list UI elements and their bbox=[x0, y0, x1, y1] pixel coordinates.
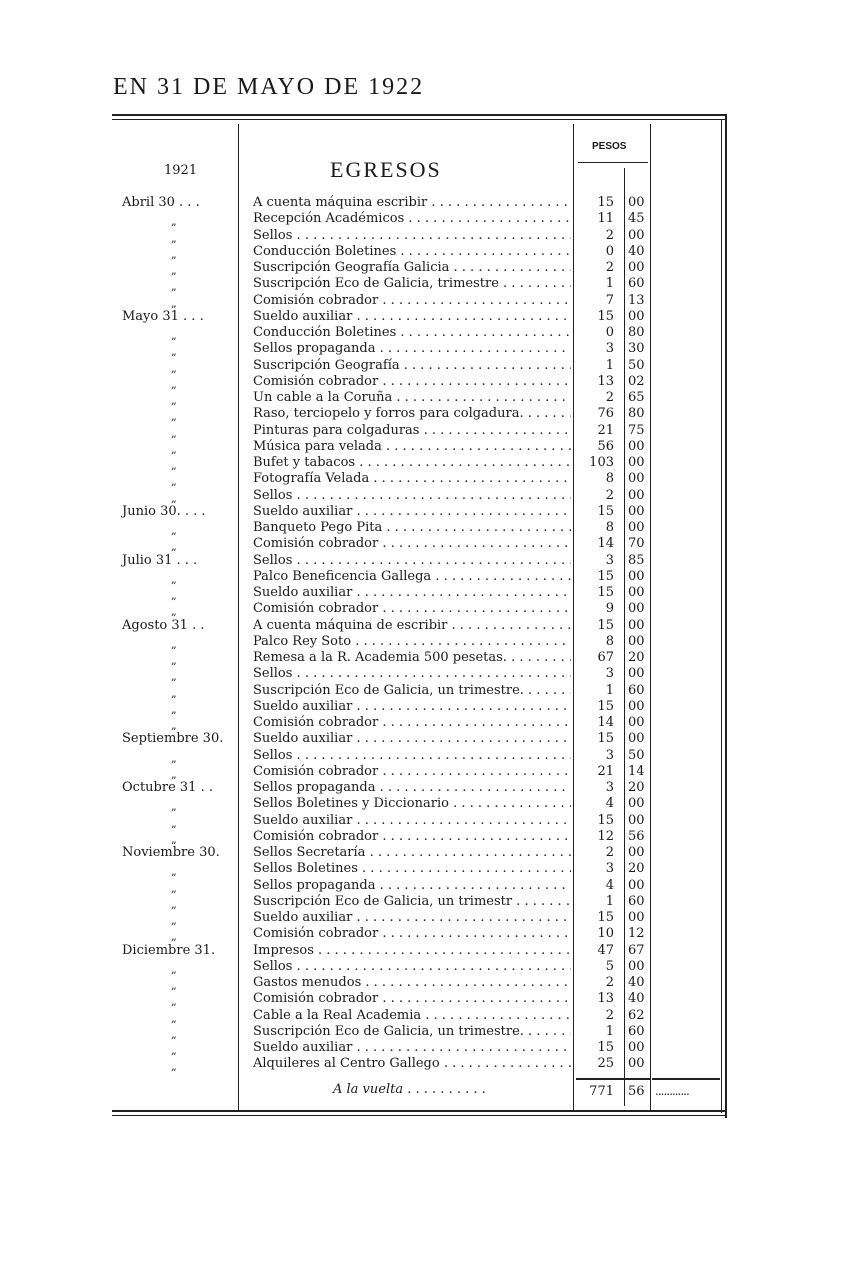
row-cents: 00 bbox=[628, 487, 645, 503]
row-concept: Bufet y tabacos . . . bbox=[253, 455, 571, 471]
table-row bbox=[0, 829, 850, 845]
row-cents: 75 bbox=[628, 422, 645, 438]
row-cents: 50 bbox=[628, 747, 645, 763]
row-pesos: 15 bbox=[597, 585, 614, 600]
table-row bbox=[0, 471, 850, 487]
row-pesos: 25 bbox=[597, 1056, 614, 1072]
row-date: „ bbox=[171, 962, 177, 976]
page-header: EN 31 DE MAYO DE 1922 bbox=[113, 74, 425, 100]
table-row bbox=[0, 244, 850, 260]
row-concept: Sellos . . . bbox=[253, 748, 571, 764]
table-row bbox=[0, 309, 850, 325]
row-date: Agosto 31 . . bbox=[122, 617, 205, 633]
row-date: „ bbox=[171, 524, 177, 537]
row-pesos: 103 bbox=[589, 455, 614, 470]
row-cents: 00 bbox=[628, 796, 645, 812]
row-date: „ bbox=[171, 914, 177, 927]
row-cents: 30 bbox=[628, 341, 645, 357]
row-cents: 00 bbox=[628, 1040, 645, 1055]
row-pesos: 2 bbox=[605, 487, 614, 503]
row-pesos: 10 bbox=[597, 926, 614, 942]
row-concept: Sellos Secretaría . . . bbox=[253, 845, 571, 861]
row-date: „ bbox=[171, 247, 177, 261]
row-date: „ bbox=[171, 572, 177, 586]
row-cents: 62 bbox=[628, 1007, 645, 1023]
row-concept: Suscripción Eco de Galicia, un trimestre. . . . bbox=[253, 1024, 571, 1040]
row-cents: 70 bbox=[628, 536, 645, 552]
table-row bbox=[0, 211, 850, 227]
total-dots: ............ bbox=[655, 1084, 689, 1098]
row-pesos: 7 bbox=[605, 292, 614, 308]
row-date: „ bbox=[171, 540, 177, 554]
row-date: „ bbox=[171, 426, 177, 440]
total-label: A la vuelta . . . bbox=[333, 1082, 486, 1097]
row-pesos: 1 bbox=[605, 1023, 614, 1039]
row-pesos: 15 bbox=[597, 568, 614, 584]
table-row bbox=[0, 553, 850, 569]
row-cents: 00 bbox=[628, 260, 645, 275]
table-row bbox=[0, 666, 850, 682]
row-concept: Sellos propaganda . . . bbox=[253, 341, 571, 357]
row-concept: Remesa a la R. Academia 500 pesetas. . . . bbox=[253, 650, 571, 666]
row-date: „ bbox=[171, 751, 177, 765]
row-cents: 02 bbox=[628, 373, 645, 389]
table-row bbox=[0, 585, 850, 601]
row-date: „ bbox=[171, 280, 177, 294]
table-row bbox=[0, 439, 850, 455]
table-row bbox=[0, 1024, 850, 1040]
row-cents: 00 bbox=[628, 910, 645, 925]
row-concept: Sueldo auxiliar . . . bbox=[253, 731, 571, 747]
row-date: „ bbox=[171, 296, 177, 310]
row-cents: 00 bbox=[628, 471, 645, 487]
table-row bbox=[0, 910, 850, 926]
row-cents: 50 bbox=[628, 357, 645, 373]
table-row bbox=[0, 423, 850, 439]
row-pesos: 76 bbox=[597, 406, 614, 422]
row-cents: 00 bbox=[628, 568, 645, 584]
row-cents: 00 bbox=[628, 601, 645, 617]
row-date: „ bbox=[171, 345, 177, 359]
row-concept: Suscripción Eco de Galicia, un trimestre. . . . bbox=[253, 683, 571, 699]
row-cents: 14 bbox=[628, 763, 645, 779]
table-row bbox=[0, 488, 850, 504]
row-pesos: 0 bbox=[605, 325, 614, 340]
row-concept: Suscripción Geografía Galicia . . . bbox=[253, 260, 571, 276]
row-concept: Recepción Académicos . . . bbox=[253, 211, 571, 227]
table-row bbox=[0, 455, 850, 471]
row-cents: 00 bbox=[628, 195, 645, 210]
row-date: „ bbox=[171, 491, 177, 505]
row-concept: Sueldo auxiliar . . . bbox=[253, 699, 571, 715]
table-row bbox=[0, 861, 850, 877]
table-row bbox=[0, 634, 850, 650]
row-date: „ bbox=[171, 930, 177, 944]
row-date: Septiembre 30. bbox=[122, 731, 224, 747]
row-date: „ bbox=[171, 702, 177, 716]
row-concept: Comisión cobrador . . . bbox=[253, 601, 571, 617]
row-pesos: 2 bbox=[605, 975, 614, 990]
pesos-header: PESOS bbox=[592, 141, 627, 152]
row-pesos: 15 bbox=[597, 731, 614, 747]
row-cents: 20 bbox=[628, 650, 645, 665]
table-row bbox=[0, 406, 850, 422]
row-pesos: 15 bbox=[597, 503, 614, 519]
row-concept: Alquileres al Centro Gallego . . . bbox=[253, 1056, 571, 1072]
row-date: „ bbox=[171, 637, 177, 651]
row-concept: A cuenta máquina de escribir . . . bbox=[253, 618, 571, 634]
table-row bbox=[0, 991, 850, 1007]
row-concept: Fotografía Velada . . . bbox=[253, 471, 571, 487]
row-concept: Comisión cobrador . . . bbox=[253, 764, 571, 780]
row-pesos: 56 bbox=[597, 438, 614, 454]
row-cents: 60 bbox=[628, 1023, 645, 1039]
table-row bbox=[0, 569, 850, 585]
row-pesos: 8 bbox=[605, 471, 614, 487]
row-pesos: 15 bbox=[597, 698, 614, 714]
row-concept: Conducción Boletines . . . bbox=[253, 244, 571, 260]
total-rule-right bbox=[652, 1078, 720, 1080]
total-cents: 56 bbox=[628, 1084, 645, 1099]
row-date: „ bbox=[171, 459, 177, 472]
row-concept: Sellos . . . bbox=[253, 666, 571, 682]
row-date: „ bbox=[171, 979, 177, 992]
row-concept: Sueldo auxiliar . . . bbox=[253, 813, 571, 829]
table-row bbox=[0, 943, 850, 959]
row-cents: 67 bbox=[628, 942, 645, 958]
row-pesos: 15 bbox=[597, 812, 614, 828]
table-row bbox=[0, 358, 850, 374]
row-cents: 60 bbox=[628, 276, 645, 292]
row-pesos: 67 bbox=[597, 650, 614, 665]
total-pesos: 771 bbox=[589, 1084, 614, 1099]
row-concept: Conducción Boletines . . . bbox=[253, 325, 571, 341]
row-cents: 56 bbox=[628, 828, 645, 844]
row-pesos: 1 bbox=[605, 276, 614, 292]
row-date: Julio 31 . . . bbox=[122, 552, 198, 568]
bottom-rule bbox=[112, 1110, 726, 1112]
row-concept: Sueldo auxiliar . . . bbox=[253, 504, 571, 520]
row-pesos: 8 bbox=[605, 520, 614, 535]
row-cents: 00 bbox=[628, 731, 645, 747]
row-cents: 40 bbox=[628, 243, 645, 259]
total-row bbox=[0, 1082, 850, 1100]
row-cents: 00 bbox=[628, 715, 645, 730]
row-cents: 00 bbox=[628, 698, 645, 714]
row-cents: 00 bbox=[628, 877, 645, 893]
row-pesos: 12 bbox=[597, 828, 614, 844]
table-row bbox=[0, 894, 850, 910]
row-concept: Palco Beneficencia Gallega . . . bbox=[253, 569, 571, 585]
row-cents: 00 bbox=[628, 812, 645, 828]
row-concept: Sellos Boletines y Diccionario . . . bbox=[253, 796, 571, 812]
row-pesos: 0 bbox=[605, 243, 614, 259]
row-date: „ bbox=[171, 589, 177, 602]
table-row bbox=[0, 683, 850, 699]
row-cents: 20 bbox=[628, 861, 645, 877]
row-cents: 00 bbox=[628, 503, 645, 519]
row-cents: 00 bbox=[628, 958, 645, 974]
ledger-rows bbox=[0, 195, 850, 1073]
row-concept: Raso, terciopelo y forros para colgadura. . . . bbox=[253, 406, 571, 422]
row-pesos: 2 bbox=[605, 390, 614, 405]
row-cents: 40 bbox=[628, 975, 645, 990]
row-pesos: 9 bbox=[605, 601, 614, 617]
row-pesos: 2 bbox=[605, 1007, 614, 1023]
row-cents: 00 bbox=[628, 455, 645, 470]
row-cents: 60 bbox=[628, 893, 645, 909]
row-date: „ bbox=[171, 377, 177, 391]
table-row bbox=[0, 520, 850, 536]
row-concept: Suscripción Eco de Galicia, trimestre . . . bbox=[253, 276, 571, 292]
row-concept: Palco Rey Soto . . . bbox=[253, 634, 571, 650]
row-cents: 13 bbox=[628, 292, 645, 308]
bottom-rule-thin bbox=[112, 1115, 726, 1116]
year-label: 1921 bbox=[164, 163, 198, 178]
top-rule bbox=[112, 114, 726, 116]
row-date: Abril 30 . . . bbox=[122, 195, 200, 210]
row-cents: 00 bbox=[628, 438, 645, 454]
top-rule-thin bbox=[112, 119, 726, 120]
row-pesos: 11 bbox=[597, 211, 614, 227]
row-pesos: 3 bbox=[605, 780, 614, 795]
table-row bbox=[0, 325, 850, 341]
table-row bbox=[0, 374, 850, 390]
table-row bbox=[0, 780, 850, 796]
row-date: Octubre 31 . . bbox=[122, 780, 213, 795]
row-pesos: 47 bbox=[597, 942, 614, 958]
row-pesos: 2 bbox=[605, 260, 614, 275]
row-date: „ bbox=[171, 1027, 177, 1041]
table-row bbox=[0, 715, 850, 731]
row-concept: Sellos propaganda . . . bbox=[253, 878, 571, 894]
row-pesos: 13 bbox=[597, 991, 614, 1007]
table-title: EGRESOS bbox=[330, 157, 442, 182]
row-date: „ bbox=[171, 686, 177, 700]
row-pesos: 1 bbox=[605, 357, 614, 373]
row-pesos: 3 bbox=[605, 666, 614, 682]
total-rule bbox=[576, 1078, 650, 1080]
row-date: „ bbox=[171, 767, 177, 781]
row-date: „ bbox=[171, 215, 177, 229]
row-date: „ bbox=[171, 394, 177, 407]
row-date: Diciembre 31. bbox=[122, 942, 216, 958]
row-date: „ bbox=[171, 1044, 177, 1057]
row-date: „ bbox=[171, 865, 177, 879]
row-pesos: 15 bbox=[597, 1040, 614, 1055]
row-concept: Comisión cobrador . . . bbox=[253, 829, 571, 845]
row-cents: 20 bbox=[628, 780, 645, 795]
row-pesos: 3 bbox=[605, 861, 614, 877]
table-row bbox=[0, 276, 850, 292]
table-row bbox=[0, 504, 850, 520]
row-date: „ bbox=[171, 832, 177, 846]
row-pesos: 1 bbox=[605, 893, 614, 909]
table-row bbox=[0, 959, 850, 975]
table-row bbox=[0, 293, 850, 309]
row-concept: Sellos propaganda . . . bbox=[253, 780, 571, 796]
row-cents: 00 bbox=[628, 308, 645, 324]
row-concept: Sellos . . . bbox=[253, 959, 571, 975]
table-row bbox=[0, 228, 850, 244]
table-row bbox=[0, 731, 850, 747]
row-concept: A cuenta máquina escribir . . . bbox=[253, 195, 571, 211]
row-date: Junio 30. . . . bbox=[122, 503, 206, 519]
row-date: „ bbox=[171, 361, 177, 375]
table-row bbox=[0, 1040, 850, 1056]
row-cents: 00 bbox=[628, 520, 645, 535]
table-row bbox=[0, 650, 850, 666]
row-date: „ bbox=[171, 654, 177, 667]
row-concept: Banqueto Pego Pita . . . bbox=[253, 520, 571, 536]
table-row bbox=[0, 748, 850, 764]
row-date: „ bbox=[171, 605, 177, 619]
row-date: „ bbox=[171, 410, 177, 424]
row-concept: Gastos menudos . . . bbox=[253, 975, 571, 991]
row-concept: Cable a la Real Academia . . . bbox=[253, 1008, 571, 1024]
row-pesos: 1 bbox=[605, 682, 614, 698]
row-pesos: 4 bbox=[605, 796, 614, 812]
row-cents: 00 bbox=[628, 227, 645, 243]
row-concept: Un cable a la Coruña . . . bbox=[253, 390, 571, 406]
row-concept: Comisión cobrador . . . bbox=[253, 293, 571, 309]
row-concept: Sellos Boletines . . . bbox=[253, 861, 571, 877]
row-cents: 12 bbox=[628, 926, 645, 942]
row-date: „ bbox=[171, 816, 177, 830]
table-row bbox=[0, 260, 850, 276]
row-concept: Sellos . . . bbox=[253, 553, 571, 569]
row-cents: 00 bbox=[628, 845, 645, 860]
table-row bbox=[0, 878, 850, 894]
row-concept: Suscripción Geografía . . . bbox=[253, 358, 571, 374]
row-pesos: 3 bbox=[605, 341, 614, 357]
table-row bbox=[0, 764, 850, 780]
row-pesos: 15 bbox=[597, 910, 614, 925]
table-row bbox=[0, 601, 850, 617]
row-pesos: 15 bbox=[597, 617, 614, 633]
row-pesos: 15 bbox=[597, 195, 614, 210]
row-concept: Pinturas para colgaduras . . . bbox=[253, 423, 571, 439]
table-row bbox=[0, 1056, 850, 1072]
row-date: „ bbox=[171, 897, 177, 911]
row-pesos: 21 bbox=[597, 422, 614, 438]
row-pesos: 3 bbox=[605, 552, 614, 568]
row-concept: Comisión cobrador . . . bbox=[253, 991, 571, 1007]
row-cents: 65 bbox=[628, 390, 645, 405]
row-concept: Comisión cobrador . . . bbox=[253, 715, 571, 731]
row-cents: 85 bbox=[628, 552, 645, 568]
row-cents: 40 bbox=[628, 991, 645, 1007]
row-pesos: 14 bbox=[597, 715, 614, 730]
row-cents: 80 bbox=[628, 406, 645, 422]
row-pesos: 2 bbox=[605, 845, 614, 860]
row-date: Noviembre 30. bbox=[122, 845, 220, 860]
row-cents: 00 bbox=[628, 666, 645, 682]
row-concept: Comisión cobrador . . . bbox=[253, 374, 571, 390]
row-cents: 60 bbox=[628, 682, 645, 698]
row-pesos: 5 bbox=[605, 958, 614, 974]
table-row bbox=[0, 699, 850, 715]
row-date: „ bbox=[171, 442, 177, 456]
row-concept: Sueldo auxiliar . . . bbox=[253, 910, 571, 926]
row-concept: Comisión cobrador . . . bbox=[253, 536, 571, 552]
table-row bbox=[0, 390, 850, 406]
row-concept: Sueldo auxiliar . . . bbox=[253, 1040, 571, 1056]
table-row bbox=[0, 796, 850, 812]
row-pesos: 14 bbox=[597, 536, 614, 552]
row-concept: Sellos . . . bbox=[253, 228, 571, 244]
row-date: „ bbox=[171, 264, 177, 277]
row-concept: Sellos . . . bbox=[253, 488, 571, 504]
table-row bbox=[0, 195, 850, 211]
row-date: „ bbox=[171, 231, 177, 245]
row-concept: Sueldo auxiliar . . . bbox=[253, 309, 571, 325]
row-concept: Música para velada . . . bbox=[253, 439, 571, 455]
row-cents: 00 bbox=[628, 617, 645, 633]
row-cents: 80 bbox=[628, 325, 645, 340]
row-date: „ bbox=[171, 881, 177, 895]
row-date: „ bbox=[171, 670, 177, 684]
row-date: „ bbox=[171, 475, 177, 489]
row-pesos: 21 bbox=[597, 763, 614, 779]
row-concept: Impresos . . . bbox=[253, 943, 571, 959]
table-row bbox=[0, 1008, 850, 1024]
row-pesos: 8 bbox=[605, 633, 614, 649]
row-cents: 00 bbox=[628, 585, 645, 600]
table-row bbox=[0, 341, 850, 357]
row-date: „ bbox=[171, 1011, 177, 1025]
table-row bbox=[0, 813, 850, 829]
table-row bbox=[0, 618, 850, 634]
row-date: „ bbox=[171, 329, 177, 342]
row-concept: Suscripción Eco de Galicia, un trimestr . . . bbox=[253, 894, 571, 910]
row-pesos: 4 bbox=[605, 877, 614, 893]
pesos-header-rule bbox=[578, 162, 648, 163]
table-row bbox=[0, 926, 850, 942]
row-pesos: 13 bbox=[597, 373, 614, 389]
table-row bbox=[0, 536, 850, 552]
row-cents: 00 bbox=[628, 633, 645, 649]
row-cents: 00 bbox=[628, 1056, 645, 1072]
row-cents: 45 bbox=[628, 211, 645, 227]
row-date: „ bbox=[171, 719, 177, 732]
row-date: „ bbox=[171, 800, 177, 814]
row-date: Mayo 31 . . . bbox=[122, 308, 204, 324]
row-date: „ bbox=[171, 1060, 177, 1074]
row-pesos: 2 bbox=[605, 227, 614, 243]
table-row bbox=[0, 845, 850, 861]
row-pesos: 15 bbox=[597, 308, 614, 324]
row-concept: Sueldo auxiliar . . . bbox=[253, 585, 571, 601]
row-date: „ bbox=[171, 995, 177, 1009]
row-pesos: 3 bbox=[605, 747, 614, 763]
row-concept: Comisión cobrador . . . bbox=[253, 926, 571, 942]
table-row bbox=[0, 975, 850, 991]
